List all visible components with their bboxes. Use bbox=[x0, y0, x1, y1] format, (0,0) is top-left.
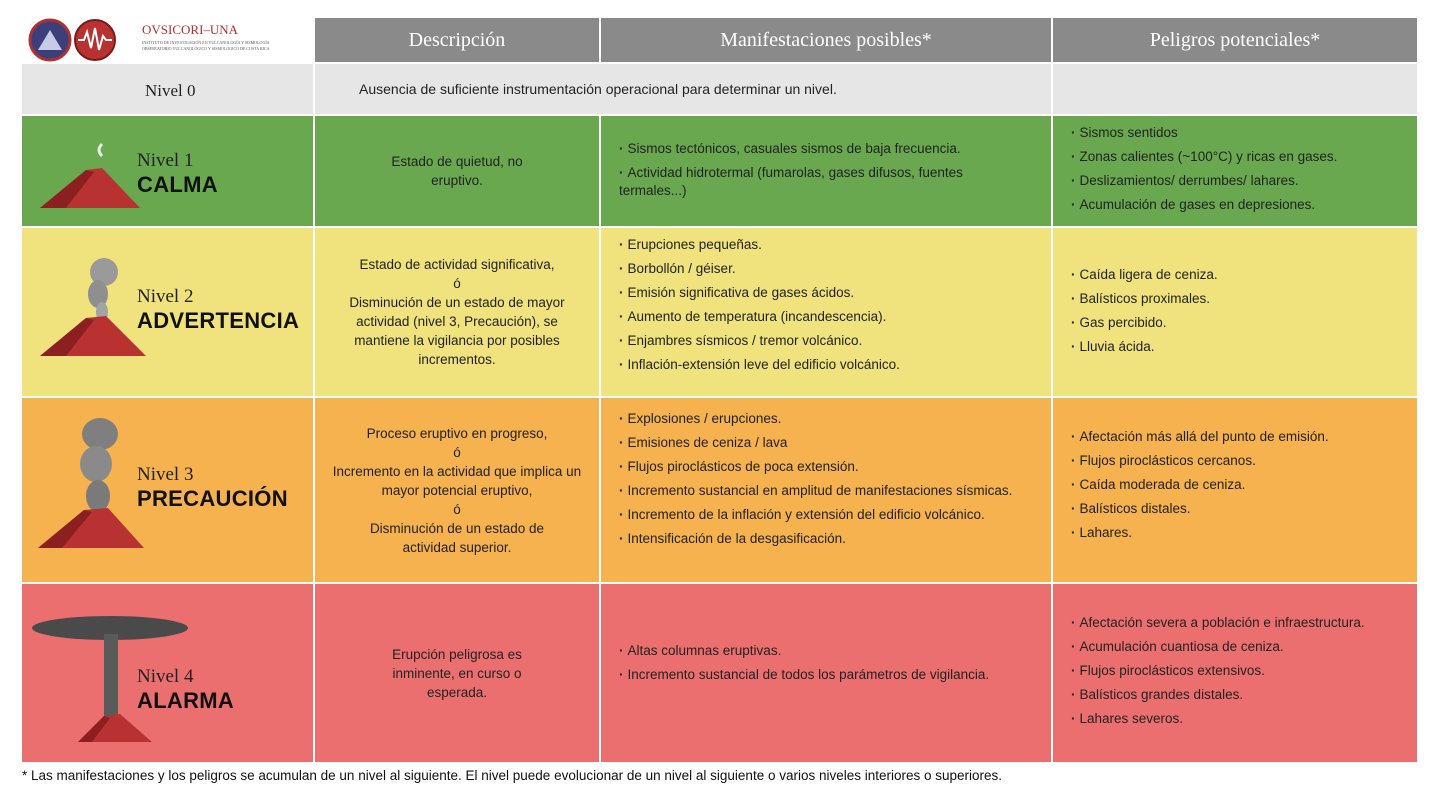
list-item: · Sismos sentidos bbox=[1071, 124, 1411, 142]
level3-description-line: Proceso eruptivo en progreso, bbox=[366, 425, 548, 441]
list-item: · Acumulación cuantiosa de ceniza. bbox=[1071, 638, 1411, 656]
level0-number: Nivel 0 bbox=[145, 81, 196, 100]
level2-peligros bbox=[1053, 228, 1417, 398]
level3-name: PRECAUCIÓN bbox=[137, 486, 288, 511]
level4-description-text: Erupción peligrosa es inminente, en curso o esperada. bbox=[392, 646, 522, 700]
org-subtitle-2: OBSERVATORIO VULCANOLÓGICO Y SISMOLÓGICO DE COSTA RICA bbox=[142, 46, 270, 51]
level3-description-line: ó bbox=[453, 444, 461, 460]
list-item: · Zonas calientes (~100°C) y ricas en gases. bbox=[1071, 148, 1411, 166]
level1-peligros bbox=[1053, 116, 1417, 228]
list-item: · Inflación-extensión leve del edificio volcánico. bbox=[619, 356, 1045, 374]
level4-peligros bbox=[1053, 584, 1417, 764]
footnote: * Las manifestaciones y los peligros se acumulan de un nivel al siguiente. El nivel puede evolucionar de un nivel al siguiente o varios niveles interiores o superiores. bbox=[22, 768, 1003, 783]
level1-label bbox=[137, 150, 218, 198]
list-item: · Flujos piroclásticos cercanos. bbox=[1071, 452, 1411, 470]
list-item: · Emisiones de ceniza / lava bbox=[619, 434, 1045, 452]
level2-name: ADVERTENCIA bbox=[137, 308, 300, 333]
list-item: · Gas percibido. bbox=[1071, 314, 1411, 332]
list-item: · Borbollón / géiser. bbox=[619, 260, 1045, 278]
list-item: · Altas columnas eruptivas. bbox=[619, 642, 1045, 660]
list-item: · Actividad hidrotermal (fumarolas, gases difusos, fuentes termales...) bbox=[619, 164, 979, 200]
list-item: · Balísticos distales. bbox=[1071, 500, 1411, 518]
level3-description-line: Disminución de un estado de actividad superior. bbox=[369, 520, 545, 555]
header-peligros: Peligros potenciales* bbox=[1053, 18, 1417, 64]
list-item: · Lluvia ácida. bbox=[1071, 338, 1411, 356]
level2-description-line: Estado de actividad significativa, bbox=[359, 257, 555, 272]
volcano-calm-icon bbox=[36, 138, 146, 218]
list-item: · Acumulación de gases en depresiones. bbox=[1071, 196, 1411, 214]
level3-description-line: ó bbox=[453, 501, 461, 517]
org-subtitle-1: INSTITUTO DE INVESTIGACIÓN EN VULCANOLOGÍA Y SISMOLOGÍA bbox=[142, 40, 270, 45]
level0-description-text: Ausencia de suficiente instrumentación operacional para determinar un nivel. bbox=[359, 81, 837, 97]
level0-peligros bbox=[1053, 64, 1417, 116]
level4-label-cell bbox=[22, 584, 315, 764]
list-item: · Lahares severos. bbox=[1071, 710, 1411, 728]
level2-label bbox=[137, 286, 299, 334]
header-descripcion: Descripción bbox=[315, 18, 601, 64]
list-item: · Caída ligera de ceniza. bbox=[1071, 266, 1411, 284]
level1-manifestaciones bbox=[601, 116, 1053, 228]
list-item: · Caída moderada de ceniza. bbox=[1071, 476, 1411, 494]
level0-description bbox=[315, 64, 1053, 116]
level4-manifestaciones bbox=[601, 584, 1053, 764]
list-item: · Afectación más allá del punto de emisión. bbox=[1071, 428, 1411, 446]
level1-name: CALMA bbox=[137, 172, 218, 197]
level2-number: Nivel 2 bbox=[137, 286, 194, 307]
list-item: · Incremento sustancial en amplitud de manifestaciones sísmicas. bbox=[619, 482, 1019, 500]
level3-description bbox=[315, 398, 601, 584]
level2-description-line: ó bbox=[453, 276, 461, 291]
list-item: · Intensificación de la desgasificación. bbox=[619, 530, 1045, 548]
level1-description-text: Estado de quietud, no eruptivo. bbox=[391, 154, 523, 188]
level3-label bbox=[137, 464, 288, 512]
list-item: · Explosiones / erupciones. bbox=[619, 410, 1045, 428]
list-item: · Balísticos proximales. bbox=[1071, 290, 1411, 308]
list-item: · Enjambres sísmicos / tremor volcánico. bbox=[619, 332, 1045, 350]
level1-number: Nivel 1 bbox=[137, 150, 194, 171]
level3-manifestaciones bbox=[601, 398, 1053, 584]
level3-label-cell bbox=[22, 398, 315, 584]
list-item: · Lahares. bbox=[1071, 524, 1411, 542]
list-item: · Incremento de la inflación y extensión del edificio volcánico. bbox=[619, 506, 1045, 524]
level2-manifestaciones bbox=[601, 228, 1053, 398]
logo-area bbox=[22, 18, 315, 64]
level3-number: Nivel 3 bbox=[137, 464, 194, 485]
level0-label-cell bbox=[22, 64, 315, 116]
list-item: · Afectación severa a población e infraestructura. bbox=[1071, 614, 1411, 632]
org-name: OVSICORI–UNA bbox=[142, 22, 239, 37]
ovsicori-logo-icon bbox=[28, 18, 118, 62]
level4-description bbox=[315, 584, 601, 764]
list-item: · Aumento de temperatura (incandescencia). bbox=[619, 308, 1045, 326]
level2-label-cell bbox=[22, 228, 315, 398]
level1-label-cell bbox=[22, 116, 315, 228]
level2-description bbox=[315, 228, 601, 398]
level4-number: Nivel 4 bbox=[137, 666, 194, 687]
list-item: · Flujos piroclásticos extensivos. bbox=[1071, 662, 1411, 680]
header-manifestaciones: Manifestaciones posibles* bbox=[601, 18, 1053, 64]
list-item: · Incremento sustancial de todos los parámetros de vigilancia. bbox=[619, 666, 999, 684]
level1-description bbox=[315, 116, 601, 228]
list-item: · Erupciones pequeñas. bbox=[619, 236, 1045, 254]
level4-name: ALARMA bbox=[137, 688, 235, 713]
list-item: · Flujos piroclásticos de poca extensión. bbox=[619, 458, 1045, 476]
level3-description-line: Incremento en la actividad que implica un mayor potencial eruptivo, bbox=[332, 463, 582, 498]
level3-peligros bbox=[1053, 398, 1417, 584]
level4-label bbox=[137, 666, 234, 714]
list-item: · Balísticos grandes distales. bbox=[1071, 686, 1411, 704]
list-item: · Emisión significativa de gases ácidos. bbox=[619, 284, 1045, 302]
list-item: · Deslizamientos/ derrumbes/ lahares. bbox=[1071, 172, 1411, 190]
list-item: · Sismos tectónicos, casuales sismos de baja frecuencia. bbox=[619, 140, 1045, 158]
level2-description-line: Disminución de un estado de mayor actividad (nivel 3, Precaución), se mantiene la vigilancia por posibles incrementos. bbox=[349, 295, 565, 367]
